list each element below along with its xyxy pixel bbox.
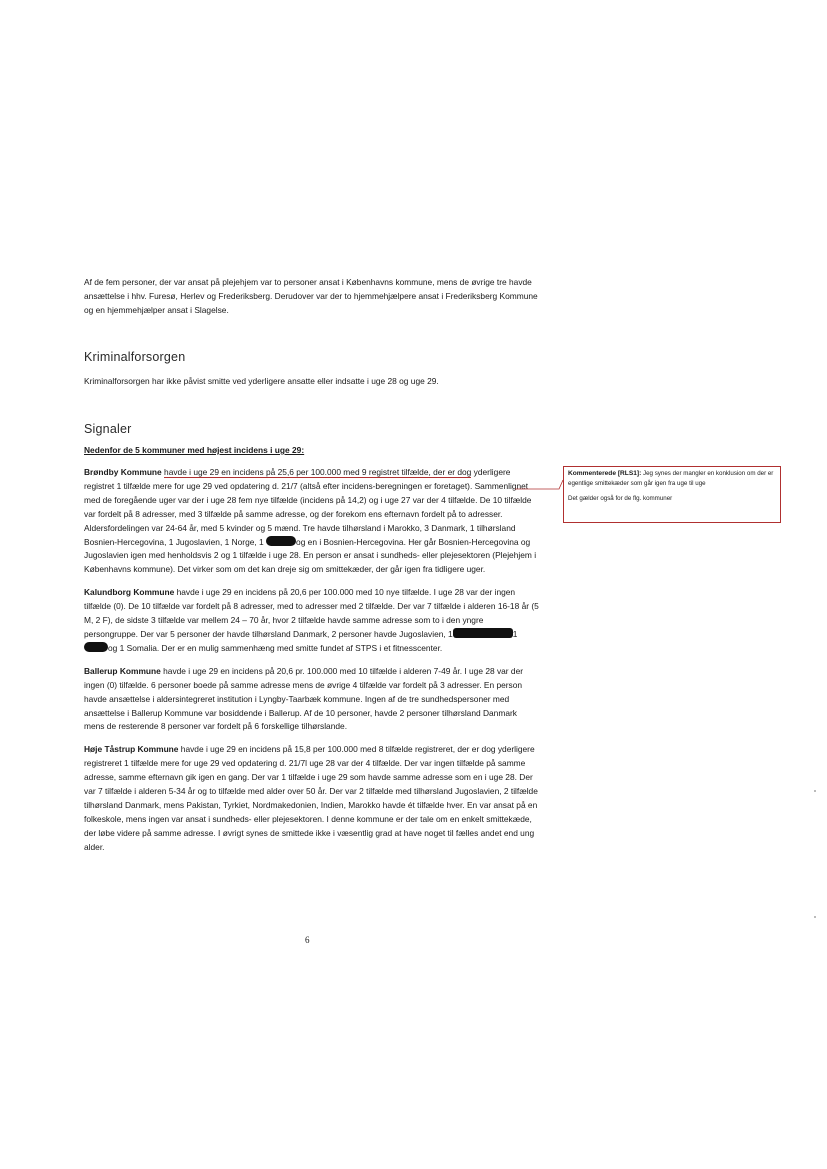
hoje-tastrup-text: havde i uge 29 en incidens på 15,8 per 100.000 med 8 tilfælde registreret, der er dog yderligere registreret 1 tilfælde mere for uge 29 ved opdatering d. 21/7l uge 28 var der 4 tilfælde. Der var ingen tilfælde på samme adresse, samme efternavn gik igen en gang. Der var 1 tilfælde i uge 29 som havde samme adresse som en i uge 28. Der var 7 tilfælde i alderen 5-34 år og to tilfælde med alder over 50 år. Der var 2 tilfælde med tilhørsland Jugoslavien, 2 tilfælde tilhørsland Danmark, mens Pakistan, Tyrkiet, Nordmakedonien, Indien, Marokko havde ét tilfælde hver. En var ansat på en folkeskole, mens ingen var ansat i sundheds- eller plejesektoren. I denne kommune er der tale om en enkelt smittekæde, der løbe videre på samme adresse. I øvrigt synes de smittede ikke i væsentlig grad at have noget til fælles andet end ung alder. [84,744,538,852]
kalundborg-text-b: 1 [512,628,518,639]
redaction-mark [453,628,513,638]
hoje-tastrup-name: Høje Tåstrup Kommune [84,744,179,755]
signaler-subheading-block [84,444,539,458]
hoje-tastrup-paragraph [84,743,539,854]
comment-reply: Det gælder også for de flg. kommuner [568,495,673,502]
page-number: 6 [305,935,310,945]
ballerup-name: Ballerup Kommune [84,665,161,676]
brondby-name: Brøndby Kommune [84,467,162,477]
kriminalforsorgen-section [84,375,539,398]
brondby-paragraph [84,466,539,577]
brondby-text-c: og en i Bosnien-Hercegovina. Her går Bosnien-Hercegovina og Jugoslavien igen med henholdsvis 2 og 1 tilfælde i uge 28. En person er ansat i sundheds- eller plejesektoren (Plejehjem i Københavns kommune). Det virker som om det kan dreje sig om smittekæder, der går igen fra tidligere uger. [84,536,537,575]
signaler-subheading: Nedenfor de 5 kommuner med højest incidens i uge 29: [84,445,305,455]
scan-speck [814,790,816,792]
redaction-mark [84,642,108,652]
kriminalforsorgen-heading: Kriminalforsorgen [84,350,186,364]
intro-text: Af de fem personer, der var ansat på plejehjem var to personer ansat i Københavns kommune, mens de øvrige tre havde ansættelse i hhv. Furesø, Herlev og Frederiksberg. Derudover var der to hjemmehjælpere ansat i Frederiksberg Kommune og en hjemmehjælper ansat i Slagelse. [84,277,538,315]
comment-author: Kommenterede [RLS1]: [568,470,642,477]
comment-text: Jeg synes der mangler en konklusion om der er egentlige smittekæder som går igen fra uge til uge [568,470,774,487]
comment-connector-line [515,478,563,490]
kriminalforsorgen-text: Kriminalforsorgen har ikke påvist smitte ved yderligere ansatte eller indsatte i uge 28 og uge 29. [84,376,439,386]
ballerup-text: havde i uge 29 en incidens på 20,6 pr. 100.000 med 10 tilfælde i alderen 7-49 år. I uge 28 var der ingen (0) tilfælde. 6 personer boede på samme adresse mens de øvrige 4 tilfælde var fordelt på 3 adresser. En person havde ansættelse i aldersintegreret institution i Lyngby-Taarbæk kommune. Ingen af de tre sundhedspersoner med ansættelse i Ballerup Kommune var bosiddende i Ballerup. Af de 10 personer, havde 2 personer tilhørsland Danmark mens de resterende 8 personer var fordelt på 6 forskellige tilhørslande. [84,665,524,732]
redaction-mark [266,536,296,546]
kalundborg-paragraph [84,586,539,656]
review-comment-balloon[interactable] [563,466,781,523]
ballerup-paragraph [84,665,539,735]
intro-paragraph [84,276,539,327]
signaler-heading: Signaler [84,422,132,436]
kalundborg-text-a: havde i uge 29 en incidens på 20,6 per 100.000 med 10 nye tilfælde. I uge 28 var der ingen tilfælde (0). De 10 tilfælde var fordelt på 8 adresser, med to adresser med 2 tilfælde. Der var 7 tilfælde i alderen 16-18 år (5 M, 2 F), de sidste 3 tilfælde var mellem 24 – 70 år, hvor 2 tilfælde havde samme adresse som to i den yngre persongruppe. Der var 5 personer der havde tilhørsland Danmark, 2 personer havde Jugoslavien, 1 [84,587,539,639]
municipality-list [84,466,539,864]
comment-anchor-text[interactable]: havde i uge 29 en incidens på 25,6 per 100.000 med 9 registret tilfælde, der er dog [164,467,472,477]
kalundborg-name: Kalundborg Kommune [84,587,175,598]
kalundborg-text-c: og 1 Somalia. Der er en mulig sammenhæng med smitte fundet af STPS i et fitnesscenter. [108,642,443,653]
brondby-text-b: yderligere registret 1 tilfælde mere for uge 29 ved opdatering d. 21/7 (altså efter incidens-beregningen er foretaget). Sammenlignet med de foregående uger var der i uge 28 fem nye tilfælde (incidens på 14,2) og i uge 27 var der 4 tilfælde. De 10 tilfælde var fordelt på 8 adresser, med 3 tilfælde på samme adresse, og der forekom ens efternavn fordelt på to adresser. Aldersfordelingen var 24-64 år, med 5 kvinder og 5 mænd. Tre havde tilhørsland i Marokko, 3 Danmark, 1 tilhørsland Bosnien-Hercegovina, 1 Jugoslavien, 1 Norge, 1 [84,467,532,547]
scan-speck [814,916,816,918]
